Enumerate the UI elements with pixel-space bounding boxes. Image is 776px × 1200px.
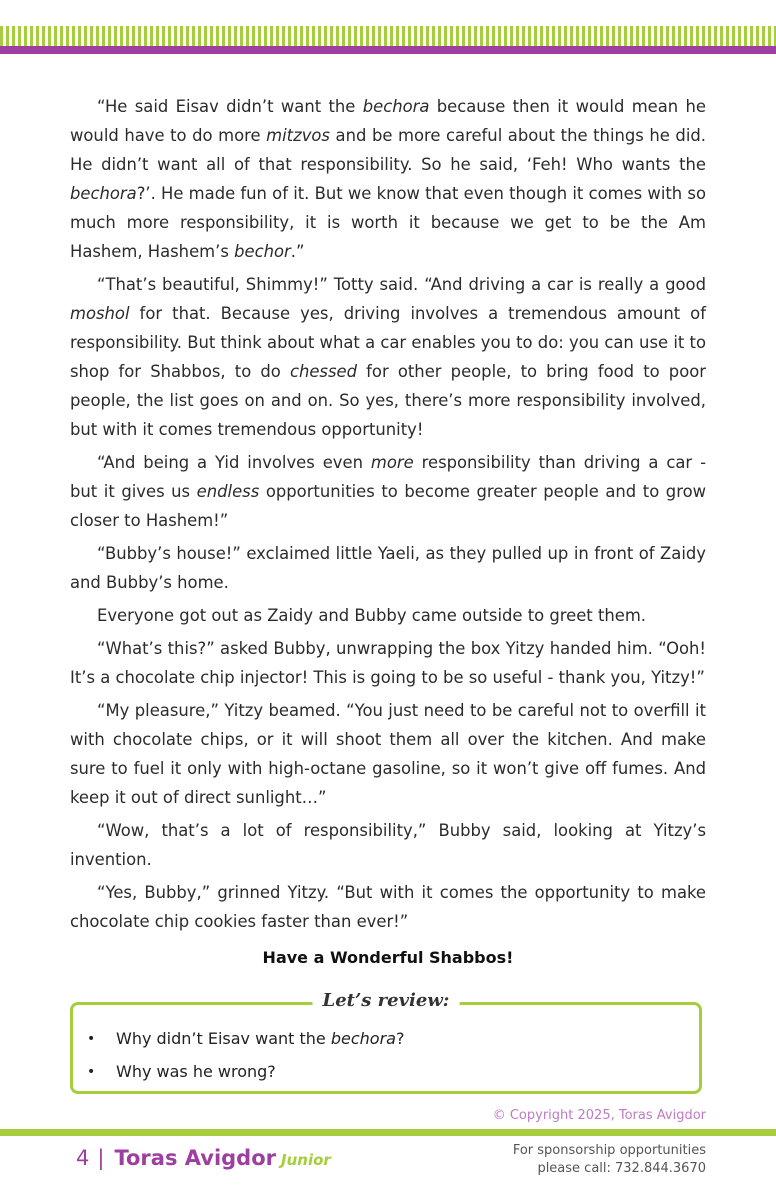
text-run: Everyone got out as Zaidy and Bubby came outside to greet them. (97, 606, 647, 625)
text-run: Why was he wrong? (116, 1062, 276, 1081)
text-run: “And being a Yid involves even (97, 453, 371, 472)
review-box (70, 990, 702, 1094)
text-run: “He said Eisav didn’t want the (97, 97, 363, 116)
text-run: .” (290, 242, 305, 261)
story-paragraph (70, 878, 706, 936)
text-run: “What’s this?” asked Bubby, unwrapping the box Yitzy handed him. “Ooh! It’s a chocolate chip injector! This is going to be so useful - thank you, Yitzy!” (70, 639, 706, 687)
brand-subtitle: Junior (281, 1151, 331, 1169)
text-run: “My pleasure,” Yitzy beamed. “You just need to be careful not to overfill it with chocolate chips, or it will shoot them all over the kitchen. And make sure to fuel it only with high-octane gasoline, so it won’t give off fumes. And keep it out of direct sunlight…” (70, 701, 706, 807)
text-run: Why didn’t Eisav want the (116, 1029, 331, 1048)
sponsorship-info (513, 1142, 706, 1178)
story-body (70, 92, 706, 940)
story-paragraph (70, 696, 706, 812)
text-run: responsibility than driving a car - but it gives us (70, 453, 706, 501)
text-run: “Bubby’s house!” exclaimed little Yaeli, as they pulled up in front of Zaidy and Bubby’s home. (70, 544, 706, 592)
italic-term: bechora (330, 1029, 396, 1048)
italic-term: bechora (362, 97, 430, 116)
footer-separator: | (97, 1146, 105, 1170)
italic-term: moshol (70, 304, 130, 323)
text-run: and be more careful about the things he did. He didn’t want all of that responsibility. So he said, ‘Feh! Who wants the (70, 126, 706, 174)
review-question (87, 1062, 404, 1095)
review-question (87, 1029, 404, 1062)
sponsor-line-2: please call: 732.844.3670 (537, 1161, 706, 1176)
italic-term: bechora (70, 184, 137, 203)
text-run: “Yes, Bubby,” grinned Yitzy. “But with it comes the opportunity to make chocolate chip cookies faster than ever!” (70, 883, 706, 931)
story-paragraph (70, 92, 706, 266)
review-question-text (116, 1029, 404, 1048)
italic-term: mitzvos (266, 126, 330, 145)
text-run: opportunities to become greater people and to grow closer to Hashem!” (70, 482, 707, 530)
brand-name: Toras Avigdor (114, 1146, 276, 1170)
story-paragraph (70, 539, 706, 597)
italic-term: bechor (234, 242, 291, 261)
text-run: “Wow, that’s a lot of responsibility,” Bubby said, looking at Yitzy’s invention. (70, 821, 706, 869)
top-border-line (0, 46, 776, 54)
text-run: ?’. He made fun of it. But we know that even though it comes with so much more responsibility, it is worth it because we get to be the Am Hashem, Hashem’s (70, 184, 706, 261)
story-paragraph (70, 270, 706, 444)
top-decorative-ticks (0, 26, 776, 46)
story-paragraph (70, 601, 706, 630)
italic-term: more (370, 453, 414, 472)
page-number: 4 (76, 1146, 90, 1170)
italic-term: endless (196, 482, 260, 501)
copyright-notice: © Copyright 2025, Toras Avigdor (492, 1108, 706, 1123)
story-paragraph (70, 634, 706, 692)
closing-line: Have a Wonderful Shabbos! (262, 948, 514, 967)
text-run: “That’s beautiful, Shimmy!” Totty said. “And driving a car is really a good (97, 275, 706, 294)
bullet-icon: • (87, 1064, 96, 1080)
story-paragraph (70, 448, 706, 535)
review-list (87, 1029, 404, 1095)
italic-term: chessed (289, 362, 358, 381)
review-question-text (116, 1062, 276, 1081)
sponsor-line-1: For sponsorship opportunities (512, 1143, 706, 1158)
bullet-icon: • (87, 1031, 96, 1047)
footer-border-line (0, 1129, 776, 1136)
footer-branding (76, 1146, 331, 1170)
text-run: for other people, to bring food to poor people, the list goes on and on. So yes, there’s more responsibility involved, but with it comes tremendous opportunity! (70, 362, 706, 439)
text-run: ? (395, 1029, 405, 1048)
review-title: Let’s review: (313, 990, 460, 1011)
text-run: for that. Because yes, driving involves a tremendous amount of responsibility. But think about what a car enables you to do: you can use it to shop for Shabbos, to do (70, 304, 706, 381)
story-paragraph (70, 816, 706, 874)
text-run: because then it would mean he would have to do more (70, 97, 706, 145)
